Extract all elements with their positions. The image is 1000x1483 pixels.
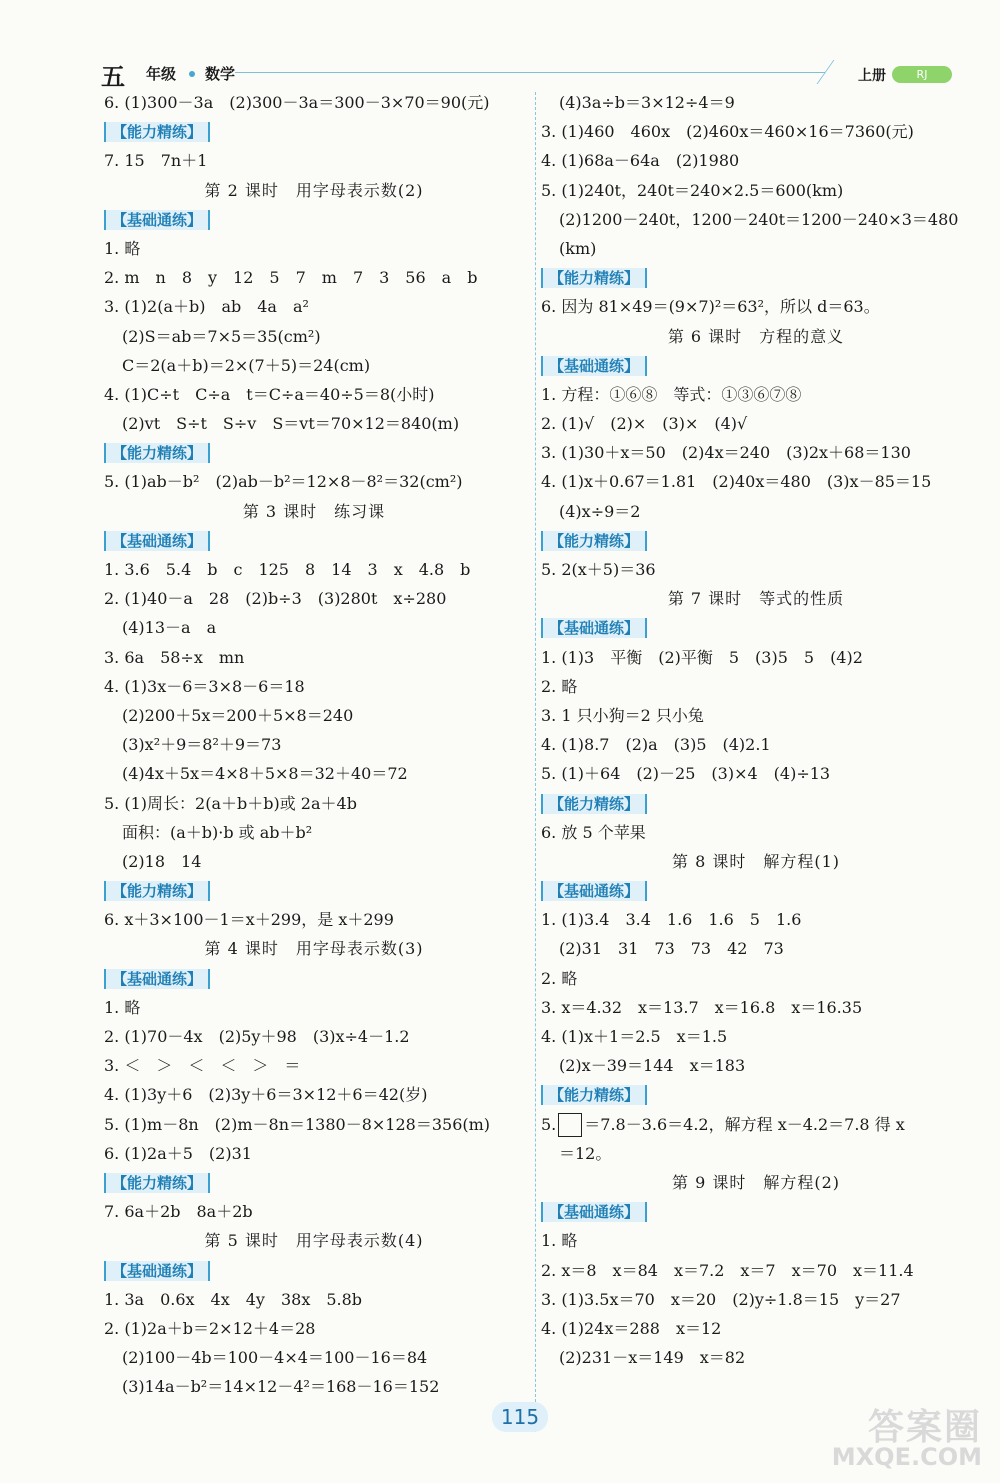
section-tag: 【能力精练】 [541,1085,647,1105]
page-header [0,0,1000,90]
answer-line: (2)200＋5x＝200＋5×8＝240 [122,705,354,725]
section-tag: 【能力精练】 [104,122,210,142]
subject-label: 数学 [205,65,236,83]
section-tag: 【基础通练】 [541,356,647,376]
edition-badge: RJ [892,66,952,83]
answer-line: (km) [559,238,597,258]
section-tag-row [541,351,971,380]
answer-line: 1. 略 [104,997,141,1017]
answer-line: 4. (1)C÷t C÷a t＝C÷a＝40÷5＝8(小时) [104,384,435,404]
answer-text: ＝7.8－3.6＝4.2，解方程 x－4.2＝7.8 得 x [584,1114,905,1134]
header-rule [235,72,825,73]
section-tag: 【能力精练】 [104,1173,210,1193]
answer-line: 3. (1)3.5x＝70 x＝20 (2)y÷1.8＝15 y＝27 [541,1289,901,1309]
section-tag-row [104,1168,524,1197]
answer-line: (2)18 14 [122,851,202,871]
lesson-title: 第 8 课时 解方程(1) [671,851,841,871]
watermark-text: 答案圈 [867,1407,982,1448]
answer-line: (2)S＝ab＝7×5＝35(cm²) [122,326,321,346]
blank-box [558,1113,582,1137]
answer-line: 1. 略 [541,1231,578,1251]
answer-line: 4. (1)24x＝288 x＝12 [541,1318,722,1338]
answer-line: 5. (1)240t，240t＝240×2.5＝600(km) [541,180,844,200]
section-tag: 【能力精练】 [541,268,647,288]
section-tag-row [541,263,971,292]
section-tag-row [104,205,524,234]
answer-line: 6. (1)300－3a (2)300－3a＝300－3×70＝90(元) [104,93,490,112]
section-tag-row [541,613,971,642]
answer-line: 7. 6a＋2b 8a＋2b [104,1202,253,1222]
answer-line: 2. (1)2a＋b＝2×12＋4＝28 [104,1318,316,1338]
section-tag-row [104,876,524,905]
answer-line: 1. 方程：①⑥⑧ 等式：①③⑥⑦⑧ [541,384,802,404]
answer-line: 3. ＜ ＞ ＜ ＜ ＞ ＝ [104,1056,301,1076]
section-tag-row [541,1197,971,1226]
answer-line: 5. (1)ab－b² (2)ab－b²＝12×8－8²＝32(cm²) [104,472,463,492]
section-tag-row [541,1080,971,1109]
grade-label: 年级 [146,65,177,83]
answer-line: 6. x＋3×100－1＝x＋299，是 x＋299 [104,910,394,930]
answer-line: 2. (1)40－a 28 (2)b÷3 (3)280t x÷280 [104,589,447,609]
answer-line: 2. (1)70－4x (2)5y＋98 (3)x÷4－1.2 [104,1027,410,1046]
answer-line: C＝2(a＋b)＝2×(7＋5)＝24(cm) [122,355,371,375]
section-tag: 【能力精练】 [104,881,210,901]
left-column [104,88,524,1401]
volume-label: 上册 [858,68,886,84]
answer-line: 2. 略 [541,968,578,988]
answer-line: 3. x＝4.32 x＝13.7 x＝16.8 x＝16.35 [541,997,863,1017]
answer-line: 3. (1)460 460x (2)460x＝460×16＝7360(元) [541,122,914,142]
section-tag-row [104,964,524,993]
answer-line: (2)x－39＝144 x＝183 [559,1056,746,1076]
answer-line: 1. (1)3.4 3.4 1.6 1.6 5 1.6 [541,910,802,930]
answer-line: 3. 6a 58÷x mn [104,647,245,667]
section-tag: 【基础通练】 [104,1261,210,1281]
section-tag-row [104,438,524,467]
lesson-title: 第 6 课时 方程的意义 [667,326,845,346]
answer-line: 3. 1 只小狗＝2 只小兔 [541,705,704,725]
lesson-title: 第 5 课时 用字母表示数(4) [204,1231,424,1251]
answer-line: 4. (1)3y＋6 (2)3y＋6＝3×12＋6＝42(岁) [104,1085,428,1105]
section-tag-row [541,526,971,555]
answer-line: (4)x÷9＝2 [559,501,641,521]
answer-line: 4. (1)3x－6＝3×8－6＝18 [104,676,305,696]
answer-line: 1. 3a 0.6x 4x 4y 38x 5.8b [104,1289,363,1309]
answer-line: (2)100－4b＝100－4×4＝100－16＝84 [122,1348,428,1368]
lesson-title: 第 9 课时 解方程(2) [671,1172,841,1192]
question-number: 5. [541,1114,557,1134]
answer-line: 2. m n 8 y 12 5 7 m 7 3 56 a b [104,268,478,288]
section-tag-row [541,789,971,818]
page-number: 115 [492,1402,548,1432]
answer-line: 4. (1)8.7 (2)a (3)5 (4)2.1 [541,735,771,755]
answer-line: (4)4x＋5x＝4×8＋5×8＝32＋40＝72 [122,764,408,784]
answer-line: (4)13－a a [122,618,217,638]
answer-line: ＝12。 [559,1143,612,1163]
section-tag: 【基础通练】 [541,618,647,638]
lesson-title: 第 2 课时 用字母表示数(2) [204,180,424,200]
section-tag: 【基础通练】 [541,881,647,901]
answer-line [541,1110,971,1139]
answer-line: 4. (1)x＋1＝2.5 x＝1.5 [541,1027,728,1046]
section-tag: 【能力精练】 [541,531,647,551]
section-tag-row [104,117,524,146]
column-divider [535,92,536,1432]
answer-line: (2)231－x＝149 x＝82 [559,1348,746,1368]
section-tag-row [541,876,971,905]
answer-line: 6. 放 5 个苹果 [541,822,646,842]
answer-line: 1. 3.6 5.4 b c 125 8 14 3 x 4.8 b [104,560,471,579]
answer-line: (3)14a－b²＝14×12－4²＝168－16＝152 [122,1377,440,1397]
lesson-title: 第 4 课时 用字母表示数(3) [204,939,424,959]
section-tag-row [104,526,524,555]
answer-line: 5. (1)＋64 (2)－25 (3)×4 (4)÷13 [541,764,831,784]
grade-badge: 五 [101,63,125,91]
answer-line: 6. 因为 81×49＝(9×7)²＝63²，所以 d＝63。 [541,297,880,317]
answer-line: 7. 15 7n＋1 [104,151,208,171]
answer-line: 1. (1)3 平衡 (2)平衡 5 (3)5 5 (4)2 [541,647,863,667]
answer-line: (2)31 31 73 73 42 73 [559,939,784,959]
answer-line: 5. (1)m－8n (2)m－8n＝1380－8×128＝356(m) [104,1114,491,1134]
answer-line: 5. (1)周长：2(a＋b＋b)或 2a＋4b [104,793,357,813]
answer-line: 2. x＝8 x＝84 x＝7.2 x＝7 x＝70 x＝11.4 [541,1260,914,1280]
answer-line: 5. 2(x＋5)＝36 [541,560,656,579]
right-column [541,88,971,1372]
answer-line: 2. (1)√ (2)× (3)× (4)√ [541,414,748,434]
watermark-logo [800,1397,990,1477]
answer-line: 2. 略 [541,676,578,696]
answer-line: (2)1200－240t，1200－240t＝1200－240×3＝480 [559,209,959,229]
answer-line: 4. (1)x＋0.67＝1.81 (2)40x＝480 (3)x－85＝15 [541,472,932,492]
lesson-title: 第 3 课时 练习课 [242,501,386,521]
section-tag-row [104,1256,524,1285]
section-tag: 【能力精练】 [541,794,647,814]
answer-line: (3)x²＋9＝8²＋9＝73 [122,735,282,755]
lesson-title: 第 7 课时 等式的性质 [667,589,845,609]
watermark-url: MXQE.COM [831,1443,982,1471]
section-tag: 【基础通练】 [104,210,210,230]
answer-line: 4. (1)68a－64a (2)1980 [541,151,740,171]
answer-line: (4)3a÷b＝3×12÷4＝9 [559,93,735,112]
section-tag: 【基础通练】 [104,969,210,989]
answer-line: (2)vt S÷t S÷v S＝vt＝70×12＝840(m) [122,414,460,434]
section-tag: 【基础通练】 [104,531,210,551]
answer-line: 6. (1)2a＋5 (2)31 [104,1143,252,1163]
answer-line: 1. 略 [104,238,141,258]
separator-dot [189,71,195,77]
section-tag: 【基础通练】 [541,1202,647,1222]
answer-line: 面积：(a＋b)·b 或 ab＋b² [122,822,313,842]
section-tag: 【能力精练】 [104,443,210,463]
answer-line: 3. (1)30＋x＝50 (2)4x＝240 (3)2x＋68＝130 [541,443,911,463]
answer-line: 3. (1)2(a＋b) ab 4a a² [104,297,309,317]
